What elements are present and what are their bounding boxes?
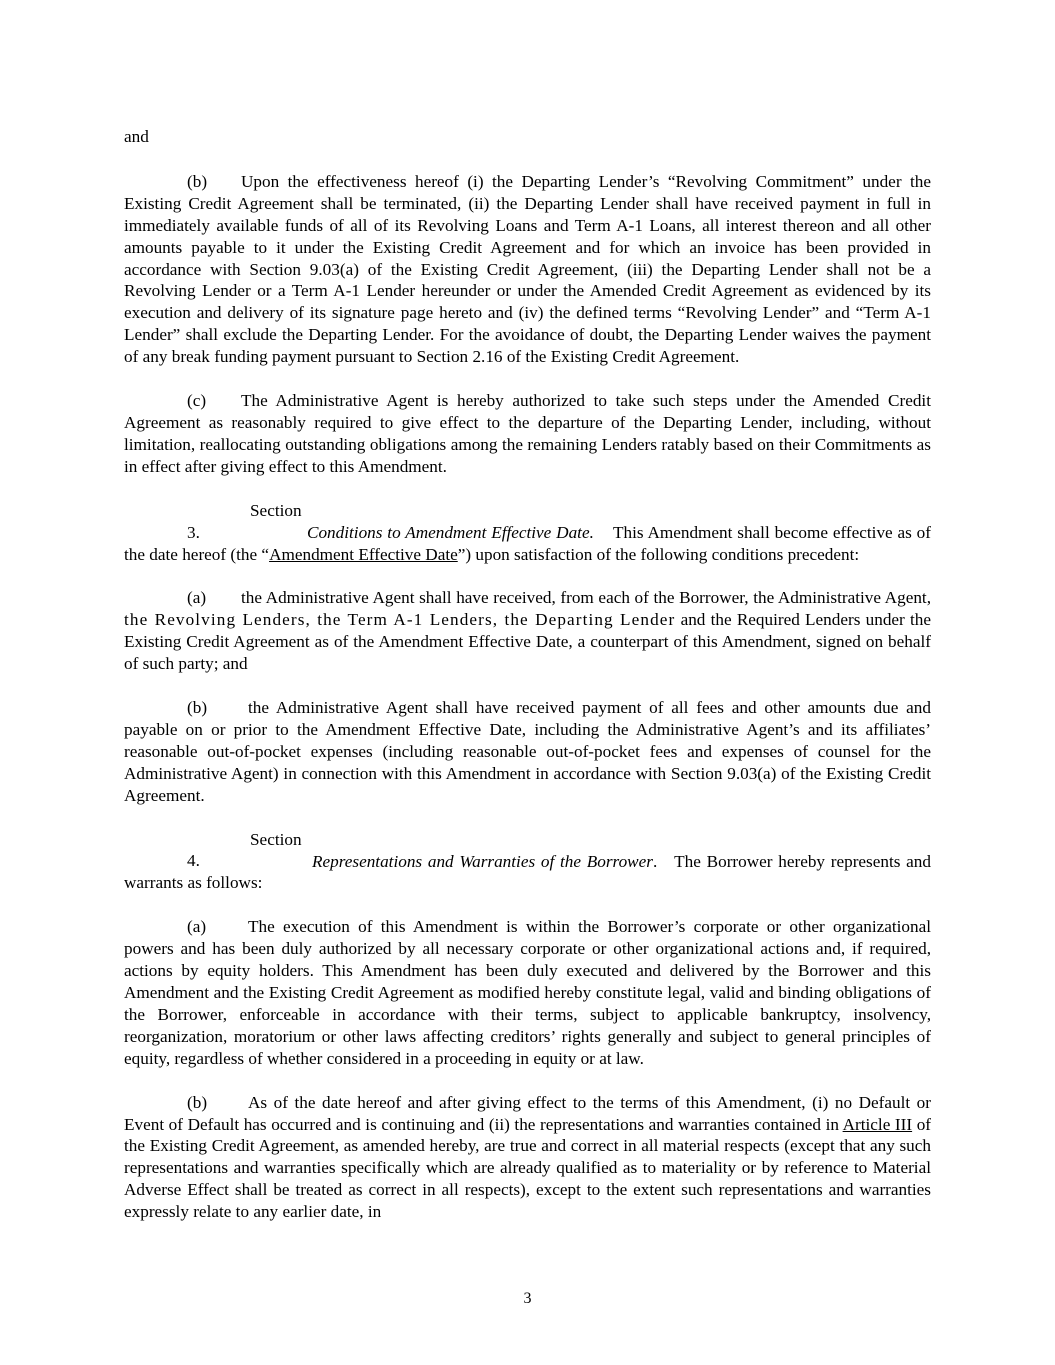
paragraph-text: the Administrative Agent shall have received payment of all fees and other amounts due and payable on or prior to the Amendment Effective Date, including the Administrative Agent’s and its affiliates’ reasonable out-of-pocket expenses (including reasonable out-of-pocket fees and expenses of counsel for the Administrative Agent) in connection with this Amendment in accordance with Section 9.03(a) of the Existing Credit Agreement.: [124, 698, 931, 805]
paragraph-text: Upon the effectiveness hereof (i) the Departing Lender’s “Revolving Commitment” under the Existing Credit Agreement shall be terminated, (ii) the Departing Lender shall have received payment in full in immediately available funds of all of its Revolving Loans and Term A-1 Loans, all interest thereon and all other amounts payable to it under the Existing Credit Agreement and for which an invoice has been provided in accordance with Section 9.03(a) of the Existing Credit Agreement, (iii) the Departing Lender shall not be a Revolving Lender or a Term A-1 Lender hereunder or under the Amended Credit Agreement as evidenced by its execution and delivery of its signature page hereto and (iv) the defined terms “Revolving Lender” and “Term A-1 Lender” shall exclude the Departing Lender. For the avoidance of doubt, the Departing Lender waives the payment of any break funding payment pursuant to Section 2.16 of the Existing Credit Agreement.: [124, 171, 931, 367]
page-number: 3: [523, 1290, 532, 1307]
lead-word: and: [124, 127, 149, 146]
section-text: The Borrower hereby represents and warrants as follows:: [124, 851, 931, 893]
paragraph-label: (b): [187, 1092, 208, 1112]
defined-term: Amendment Effective Date: [269, 544, 458, 564]
paragraph-text-wide: the Revolving Lenders, the Term A-1 Lenders, the Departing Lender: [124, 610, 676, 630]
paragraph-label: (a): [187, 588, 207, 608]
paragraph-text: The execution of this Amendment is within the Borrower’s corporate or other organizational powers and has been duly authorized by all necessary corporate or other organizational actions and, if required, actions by equity holders. This Amendment has been duly executed and delivered by the Borrower and this Amendment and the Existing Credit Agreement as modified hereby constitute legal, valid and binding obligations of the Borrower, enforceable in accordance with their terms, subject to applicable bankruptcy, insolvency, reorganization, moratorium or other laws affecting creditors’ rights generally and subject to general principles of equity, regardless of whether considered in a proceeding in equity or at law.: [124, 917, 931, 1068]
paragraph-2b: [124, 171, 931, 368]
paragraph-text: The Administrative Agent is hereby authorized to take such steps under the Amended Credit Agreement as reasonably required to give effect to the departure of the Departing Lender, including, without limitation, reallocating outstanding obligations among the remaining Lenders ratably based on their Commitments as in effect after giving effect to this Amendment.: [124, 391, 931, 476]
paragraph-label: (a): [187, 917, 207, 937]
section-text-b: ”) upon satisfaction of the following conditions precedent:: [457, 544, 860, 564]
paragraph-text-b: of the Existing Credit Agreement, as amended hereby, are true and correct in all material respects (except that any such representations and warranties specifically which are already qualified as to materiality or by reference to Material Adverse Effect shall be treated as correct in all respects), except to the extent such representations and warranties expressly relate to any earlier date, in: [124, 1114, 932, 1222]
paragraph-4b: [124, 1092, 931, 1223]
paragraph-4a: [124, 916, 931, 1069]
section-title-end: .: [652, 851, 658, 871]
section-4-heading: [124, 829, 931, 895]
paragraph-label: (b): [187, 698, 208, 718]
paragraph-label: (b): [187, 171, 208, 191]
paragraph-text-a: As of the date hereof and after giving effect to the terms of this Amendment, (i) no Default or Event of Default has occurred and is continuing and (ii) the representations and warranties contained in: [124, 1092, 931, 1134]
paragraph-text-a: the Administrative Agent shall have received, from each of the Borrower, the Administrative Agent,: [241, 588, 931, 608]
lead-text: [124, 126, 931, 148]
section-label: Section 3.: [187, 500, 302, 542]
section-label: Section 4.: [187, 829, 302, 871]
document-page: [124, 124, 931, 1223]
section-3-heading: [124, 500, 931, 566]
section-title: Representations and Warranties of the Borrower: [312, 851, 653, 871]
paragraph-2c: [124, 390, 931, 478]
paragraph-3a: [124, 587, 931, 675]
paragraph-text-b: and the Required Lenders under the Existing Credit Agreement as of the Amendment Effective Date, a counterpart of this Amendment, signed on behalf of such party; and: [124, 610, 931, 674]
section-text-a: This Amendment shall become effective as of the date hereof (the “: [124, 522, 931, 564]
article-reference: Article III: [842, 1114, 913, 1134]
paragraph-label: (c): [187, 391, 207, 411]
section-title: Conditions to Amendment Effective Date.: [307, 522, 594, 542]
paragraph-3b: [124, 697, 931, 807]
